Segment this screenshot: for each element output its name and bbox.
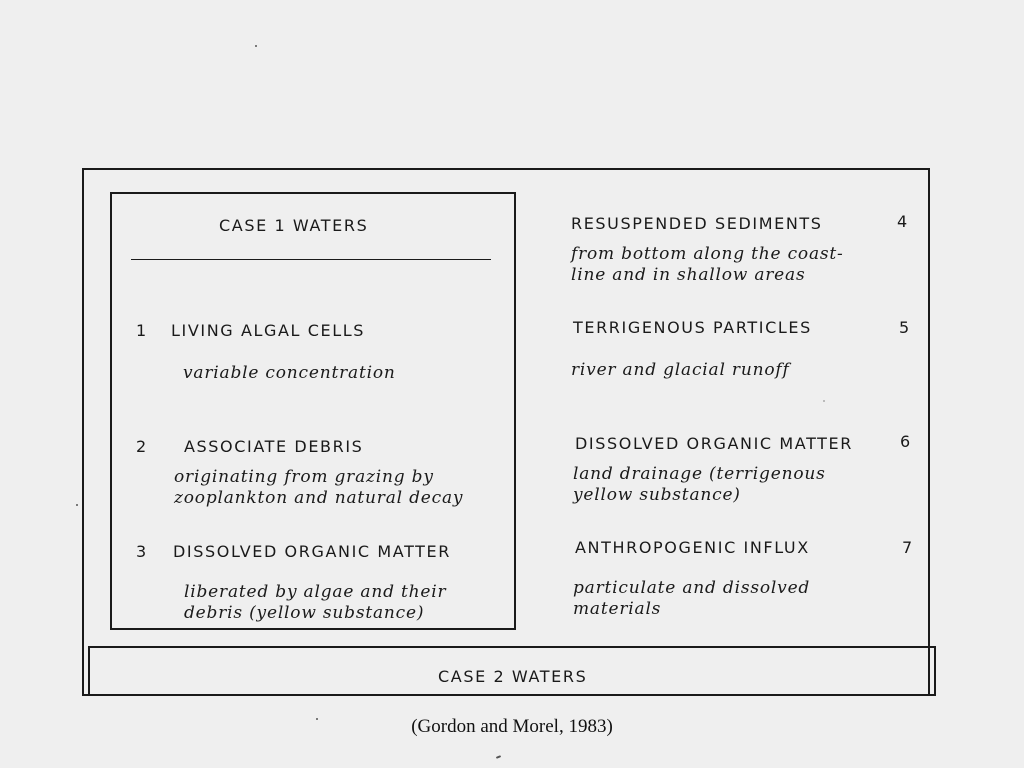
scan-speck	[76, 504, 78, 506]
case2-item-heading: ANTHROPOGENIC INFLUX	[575, 538, 810, 557]
case2-item-note: land drainage (terrigenous yellow substance)	[573, 464, 826, 505]
scan-speck	[255, 45, 257, 47]
case2-item-number: 5	[899, 318, 911, 337]
case1-box	[110, 192, 516, 630]
case1-item-heading: LIVING ALGAL CELLS	[171, 321, 366, 340]
case2-item-note: particulate and dissolved materials	[573, 578, 811, 619]
case1-item-note: originating from grazing by zooplankton and natural decay	[174, 467, 464, 508]
case1-divider	[131, 259, 491, 260]
case2-item-heading: DISSOLVED ORGANIC MATTER	[575, 434, 853, 453]
case2-item-note: from bottom along the coast- line and in shallow areas	[571, 244, 844, 285]
case1-title: CASE 1 WATERS	[219, 216, 369, 235]
case2-item-number: 6	[900, 432, 912, 451]
case2-item-heading: TERRIGENOUS PARTICLES	[573, 318, 812, 337]
case2-item-number: 7	[902, 538, 914, 557]
case1-item-heading: ASSOCIATE DEBRIS	[184, 437, 364, 456]
scan-speck	[823, 400, 825, 402]
case1-item-note: liberated by algae and their debris (yellow substance)	[184, 582, 447, 623]
case1-item-number: 2	[136, 437, 148, 456]
case2-title: CASE 2 WATERS	[438, 667, 588, 686]
case1-item-number: 1	[136, 321, 148, 340]
figure-caption: (Gordon and Morel, 1983)	[411, 716, 613, 737]
scan-speck	[316, 718, 318, 720]
case2-item-number: 4	[897, 212, 909, 231]
case2-item-note: river and glacial runoff	[571, 360, 790, 380]
case1-item-number: 3	[136, 542, 148, 561]
case1-item-heading: DISSOLVED ORGANIC MATTER	[173, 542, 451, 561]
case1-item-note: variable concentration	[183, 363, 396, 383]
case2-item-heading: RESUSPENDED SEDIMENTS	[571, 214, 823, 233]
scan-speck	[496, 755, 501, 759]
